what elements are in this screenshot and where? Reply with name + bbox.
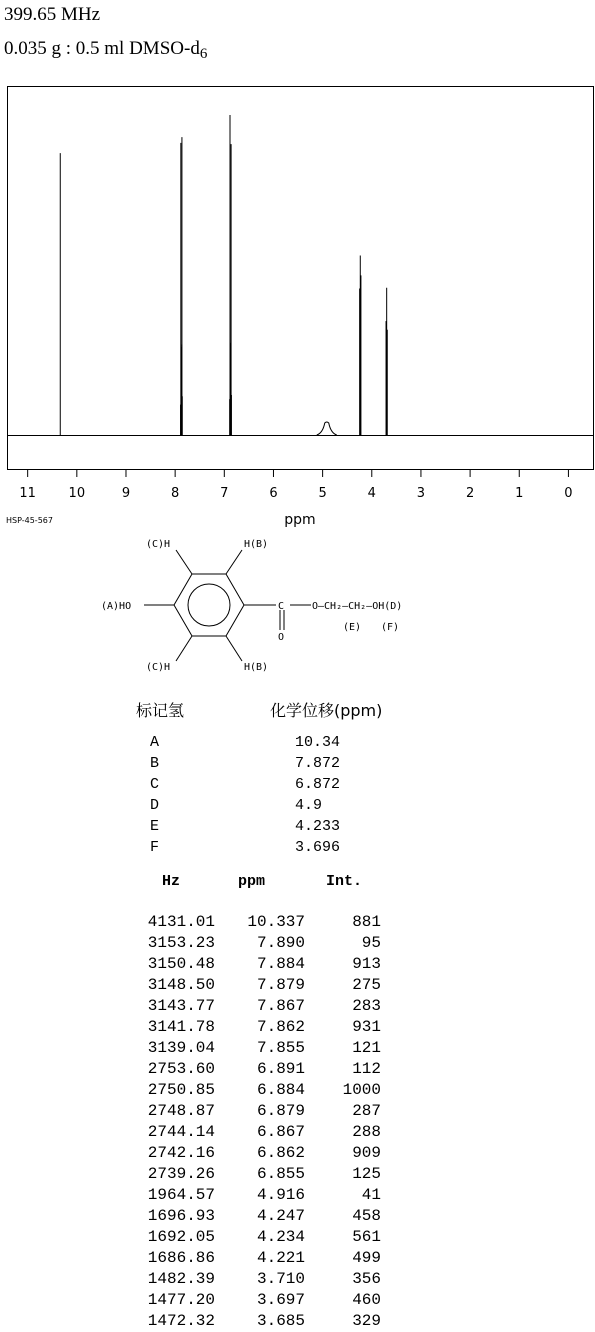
peak-ppm: 10.337 [247, 913, 305, 931]
x-tick-label: 9 [121, 486, 131, 501]
label-ch-bottom: (C)H [146, 662, 171, 673]
x-tick-label: 11 [19, 486, 36, 501]
shift-value: 3.696 [295, 839, 341, 856]
peak-hz: 3139.04 [147, 1039, 215, 1057]
peak-ppm: 4.247 [256, 1207, 305, 1225]
peak-int: 112 [352, 1060, 381, 1078]
peak-int: 121 [352, 1039, 381, 1057]
shift-label: F [150, 839, 160, 856]
spectrum-code: HSP-45-567 [6, 516, 53, 525]
peak-int: 95 [361, 934, 381, 952]
spectrum-trace [317, 422, 337, 435]
peak-ppm: 7.884 [256, 955, 305, 973]
peak-hz: 1692.05 [147, 1228, 215, 1246]
peak-col-hz: Hz [162, 873, 181, 890]
peak-ppm: 3.710 [256, 1270, 305, 1288]
plot-frame [8, 87, 594, 470]
peak-hz: 1477.20 [147, 1291, 215, 1309]
x-tick-label: 8 [171, 486, 180, 501]
peak-ppm: 6.879 [256, 1102, 305, 1120]
peak-int: 458 [352, 1207, 381, 1225]
peak-ppm: 7.879 [256, 976, 305, 994]
label-chain: O—CH₂—CH₂—OH(D) [312, 601, 403, 612]
peak-hz: 1964.57 [147, 1186, 215, 1204]
shift-row [150, 818, 340, 835]
bonds [144, 550, 311, 661]
label-f: (F) [381, 622, 400, 633]
peak-ppm: 6.867 [256, 1123, 305, 1141]
shift-col-shift: 化学位移(ppm) [270, 701, 383, 720]
peak-hz: 4131.01 [147, 913, 215, 931]
shift-label: D [150, 797, 160, 814]
peak-col-ppm: ppm [238, 873, 266, 890]
peak-int: 275 [352, 976, 381, 994]
peak-ppm: 4.221 [256, 1249, 305, 1267]
x-axis-ticks [19, 470, 572, 501]
peak-hz: 3153.23 [147, 934, 215, 952]
shift-value: 6.872 [295, 776, 341, 793]
shift-value: 7.872 [295, 755, 341, 772]
x-axis-label: ppm [284, 512, 316, 528]
x-tick-label: 4 [367, 486, 376, 501]
shift-label: A [150, 734, 160, 751]
peak-int: 356 [352, 1270, 381, 1288]
peak-int: 283 [352, 997, 381, 1015]
x-tick-label: 3 [416, 486, 426, 501]
shift-row [150, 797, 322, 814]
peak-ppm: 7.862 [256, 1018, 305, 1036]
label-aho: (A)HO [101, 601, 132, 612]
shift-row [150, 839, 340, 856]
sample-text: 0.035 g : 0.5 ml DMSO-d [4, 38, 200, 59]
shift-value: 10.34 [295, 734, 341, 751]
peak-ppm: 7.855 [256, 1039, 305, 1057]
peak-ppm: 6.891 [256, 1060, 305, 1078]
benzene-ring [174, 574, 244, 636]
label-ch-top: (C)H [146, 539, 171, 550]
shift-label: C [150, 776, 160, 793]
shift-row [150, 755, 340, 772]
peak-hz: 1472.32 [147, 1312, 215, 1330]
peak-ppm: 3.685 [256, 1312, 305, 1330]
label-e: (E) [343, 622, 362, 633]
sample-subscript: 6 [199, 46, 208, 62]
x-tick-label: 1 [515, 486, 524, 501]
peak-ppm: 4.916 [256, 1186, 305, 1204]
peak-lines [60, 115, 387, 435]
shift-label: B [150, 755, 160, 772]
peak-int: 909 [352, 1144, 381, 1162]
peak-int: 460 [352, 1291, 381, 1309]
spectrometer-frequency: 399.65 MHz [4, 4, 101, 25]
peak-ppm: 3.697 [256, 1291, 305, 1309]
x-tick-label: 7 [220, 486, 229, 501]
shift-value: 4.9 [295, 797, 323, 814]
label-hb-bottom: H(B) [244, 662, 269, 673]
peak-hz: 2739.26 [147, 1165, 215, 1183]
peak-hz: 3150.48 [147, 955, 215, 973]
peak-hz: 2750.85 [147, 1081, 215, 1099]
x-tick-label: 10 [68, 486, 86, 501]
peak-ppm: 4.234 [256, 1228, 305, 1246]
peak-hz: 3148.50 [147, 976, 215, 994]
peak-hz: 2753.60 [147, 1060, 215, 1078]
peak-int: 287 [352, 1102, 381, 1120]
peak-int: 499 [352, 1249, 381, 1267]
peak-ppm: 7.867 [256, 997, 305, 1015]
shift-value: 4.233 [295, 818, 341, 835]
shift-col-label: 标记氢 [136, 701, 185, 720]
peak-hz: 1686.86 [147, 1249, 215, 1267]
peak-int: 125 [352, 1165, 381, 1183]
x-tick-label: 6 [269, 486, 278, 501]
label-carbonyl-o: O [278, 632, 285, 643]
peak-hz: 3141.78 [147, 1018, 215, 1036]
peak-hz: 2744.14 [147, 1123, 215, 1141]
label-hb-top: H(B) [244, 539, 269, 550]
label-carbonyl-c: C [278, 601, 285, 612]
peak-hz: 2742.16 [147, 1144, 215, 1162]
peak-ppm: 6.884 [256, 1081, 305, 1099]
peak-ppm: 6.855 [256, 1165, 305, 1183]
peak-ppm: 7.890 [256, 934, 305, 952]
shift-label: E [150, 818, 160, 835]
peak-hz: 3143.77 [147, 997, 215, 1015]
peak-hz: 1696.93 [147, 1207, 215, 1225]
peak-col-int: Int. [326, 873, 363, 890]
molecule-structure [0, 530, 595, 680]
x-tick-label: 5 [318, 486, 327, 501]
peak-int: 1000 [342, 1081, 381, 1099]
peak-int: 913 [352, 955, 381, 973]
peak-hz: 1482.39 [147, 1270, 215, 1288]
x-tick-label: 2 [465, 486, 475, 501]
peak-int: 288 [352, 1123, 381, 1141]
peak-ppm: 6.862 [256, 1144, 305, 1162]
shift-row [150, 734, 340, 751]
nmr-spectrum-chart [0, 0, 595, 530]
shift-row [150, 776, 340, 793]
peak-int: 329 [352, 1312, 381, 1330]
peak-int: 561 [352, 1228, 381, 1246]
peak-int: 41 [361, 1186, 381, 1204]
peak-int: 881 [352, 913, 381, 931]
peak-hz: 2748.87 [147, 1102, 215, 1120]
peak-int: 931 [352, 1018, 381, 1036]
x-tick-label: 0 [564, 486, 573, 501]
